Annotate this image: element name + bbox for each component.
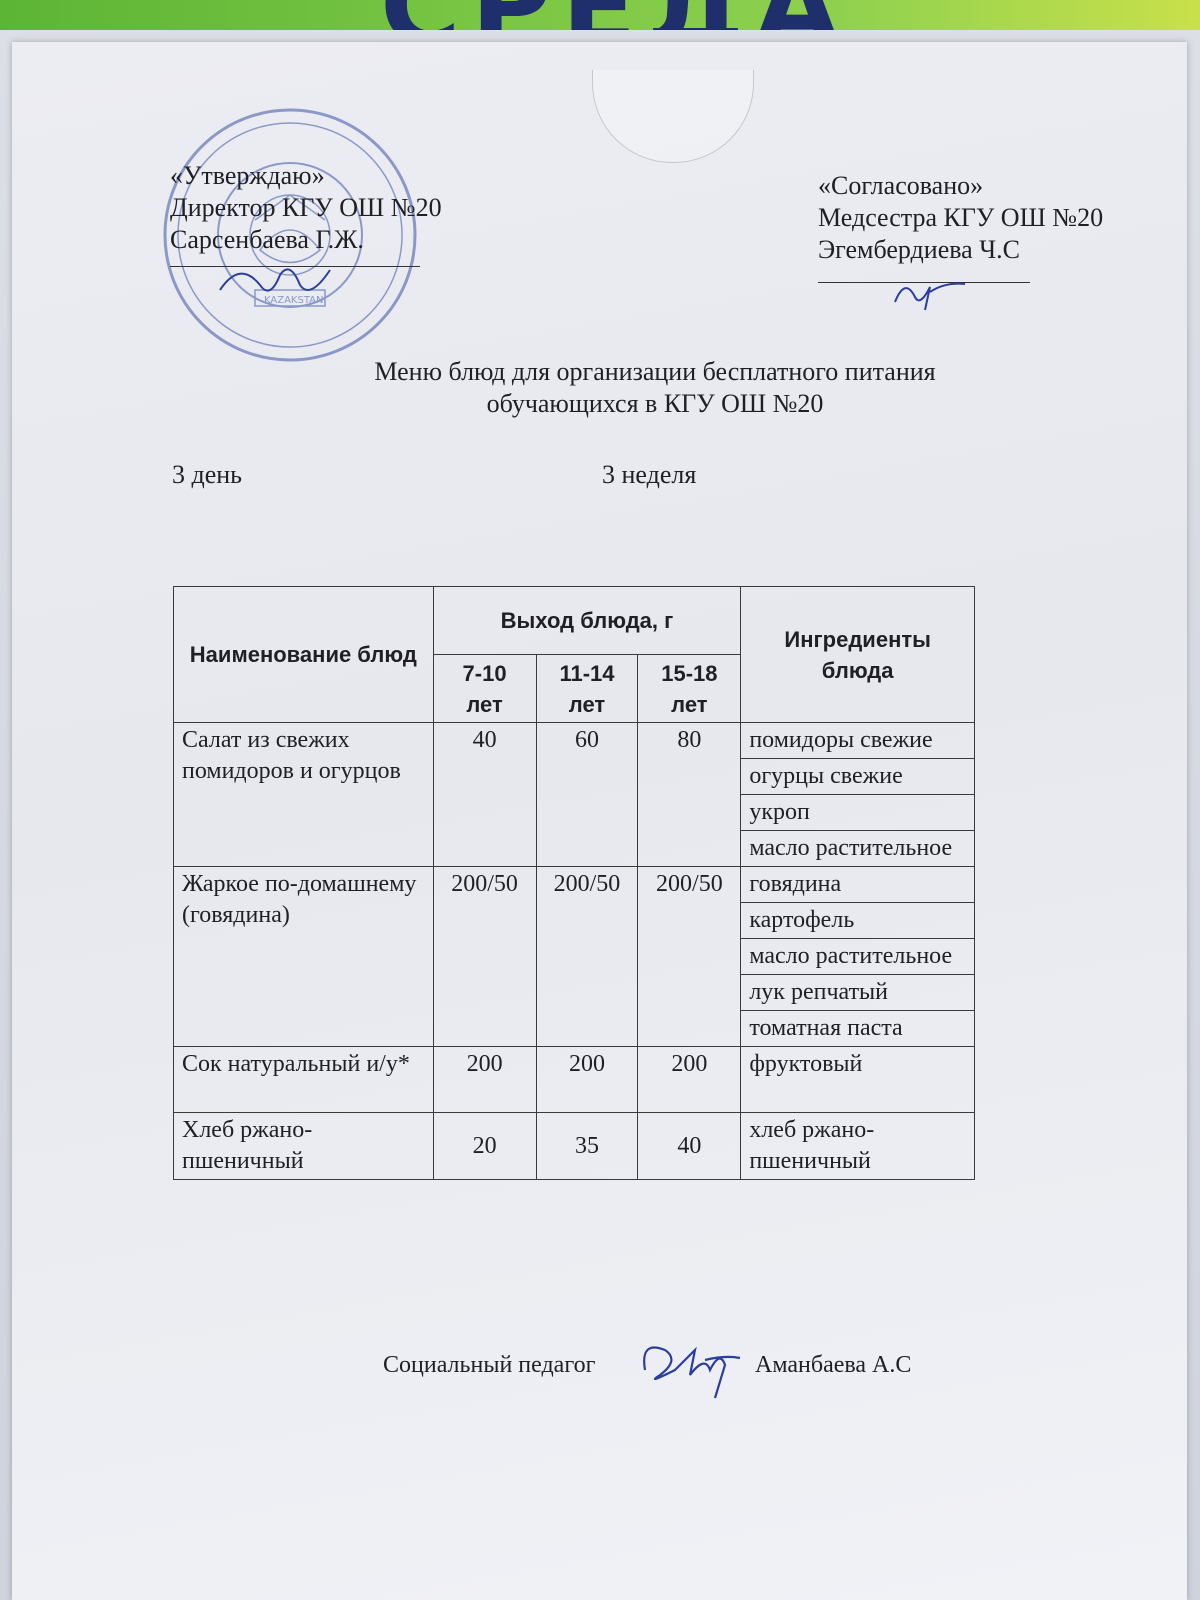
- ingredient: огурцы свежие: [741, 759, 975, 795]
- output-11-14: 35: [536, 1113, 638, 1180]
- output-15-18: 40: [638, 1113, 741, 1180]
- output-7-10: 40: [433, 723, 536, 867]
- output-11-14: 60: [536, 723, 638, 867]
- output-7-10: 200: [433, 1047, 536, 1113]
- week-label: 3 неделя: [602, 460, 697, 489]
- approval-name: Сарсенбаева Г.Ж.: [170, 225, 364, 254]
- ingredient: лук репчатый: [741, 975, 975, 1011]
- output-11-14: 200: [536, 1047, 638, 1113]
- document-title: [0, 356, 1200, 420]
- header-age-11-14: 11-14 лет: [536, 655, 638, 723]
- dish-name: Хлеб ржано-пшеничный: [174, 1113, 434, 1180]
- ingredient: помидоры свежие: [741, 723, 975, 759]
- output-15-18: 80: [638, 723, 741, 867]
- title-line-1: Меню блюд для организации бесплатного питания: [374, 357, 936, 386]
- ingredient: масло растительное: [741, 831, 975, 867]
- ingredient: говядина: [741, 867, 975, 903]
- header-age-7-10: 7-10 лет: [433, 655, 536, 723]
- output-15-18: 200/50: [638, 867, 741, 1047]
- header-dish: Наименование блюд: [174, 587, 434, 723]
- output-7-10: 200/50: [433, 867, 536, 1047]
- approval-label: «Утверждаю»: [170, 161, 325, 190]
- agreement-block: [818, 170, 1103, 283]
- footer-role: Социальный педагог: [383, 1352, 596, 1378]
- footer-name: Аманбаева А.С: [755, 1352, 912, 1378]
- ingredient: масло растительное: [741, 939, 975, 975]
- ingredient: фруктовый: [741, 1047, 975, 1113]
- ingredient: картофель: [741, 903, 975, 939]
- menu-table: [173, 586, 975, 1180]
- output-7-10: 20: [433, 1113, 536, 1180]
- output-15-18: 200: [638, 1047, 741, 1113]
- agreement-position: Медсестра КГУ ОШ №20: [818, 203, 1104, 232]
- nurse-signature: [890, 272, 970, 312]
- sleeve-notch: [592, 70, 754, 163]
- approval-position: Директор КГУ ОШ №20: [170, 193, 442, 222]
- agreement-label: «Согласовано»: [818, 171, 984, 200]
- ingredient: томатная паста: [741, 1011, 975, 1047]
- pedagogue-signature: [635, 1330, 745, 1400]
- svg-text:KAZAKSTAN: KAZAKSTAN: [264, 295, 324, 306]
- ingredient: укроп: [741, 795, 975, 831]
- header-ingredients: Ингредиенты блюда: [741, 587, 975, 723]
- output-11-14: 200/50: [536, 867, 638, 1047]
- title-line-2: обучающихся в КГУ ОШ №20: [486, 389, 824, 418]
- header-age-15-18: 15-18 лет: [638, 655, 741, 723]
- dish-name: Салат из свежих помидоров и огурцов: [174, 723, 434, 867]
- dish-name: Сок натуральный и/у*: [174, 1047, 434, 1113]
- director-signature: [215, 255, 335, 305]
- day-label: 3 день: [172, 460, 243, 489]
- header-output: Выход блюда, г: [433, 587, 741, 655]
- ingredient: хлеб ржано-пшеничный: [741, 1113, 975, 1180]
- footer-signature: [383, 1352, 912, 1379]
- agreement-name: Эгембердиева Ч.С: [818, 235, 1020, 264]
- dish-name: Жаркое по-домашнему (говядина): [174, 867, 434, 1047]
- approval-block: [170, 160, 442, 267]
